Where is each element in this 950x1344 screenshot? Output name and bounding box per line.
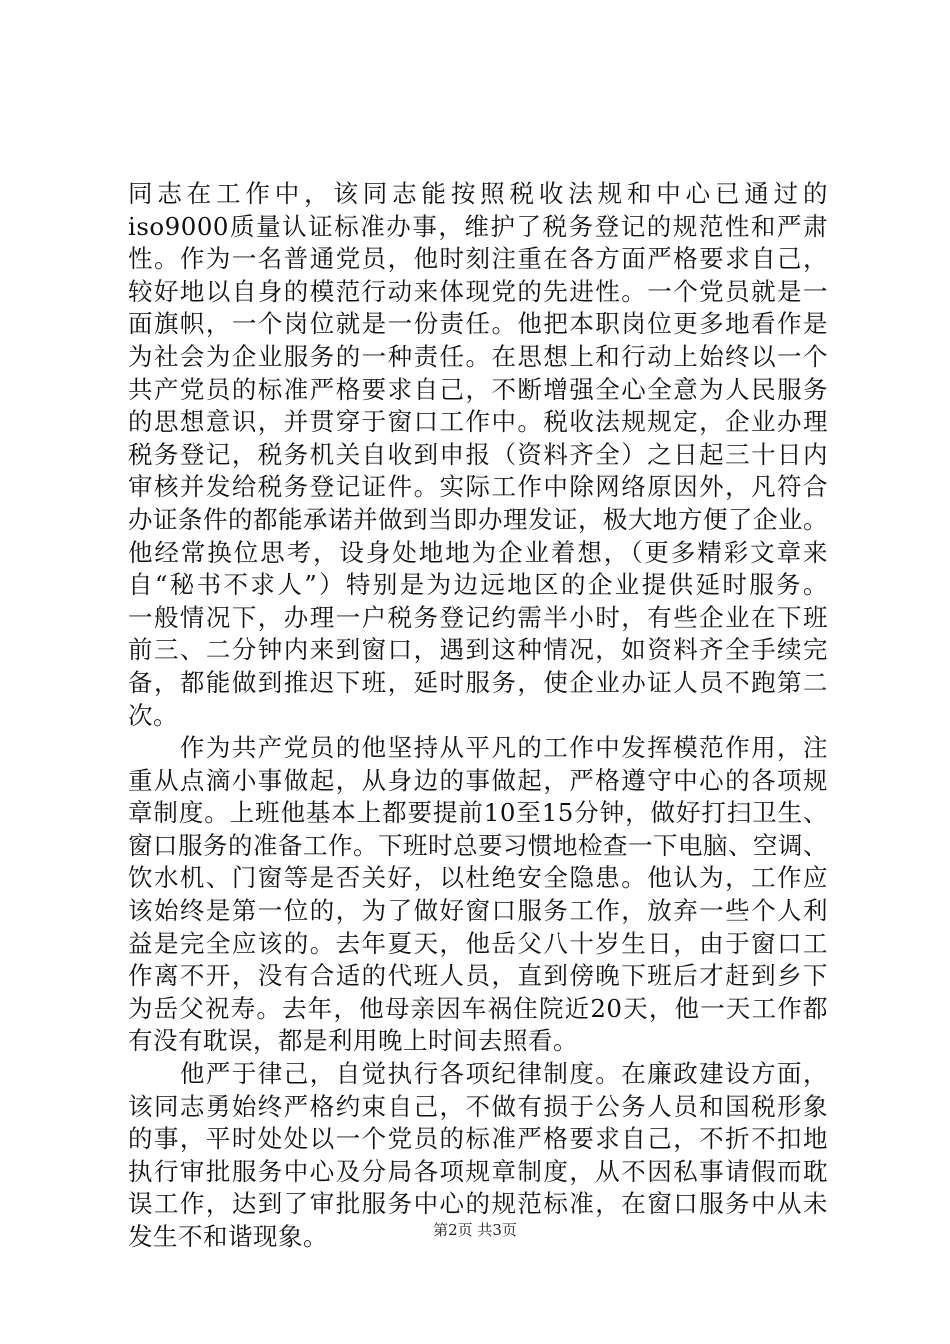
text-line: 该同志勇始终严格约束自己，不做有损于公务人员和国税形象 — [128, 1091, 828, 1121]
text-line: 他经常换位思考，设身处地地为企业着想，（更多精彩文章来 — [128, 537, 828, 567]
text-line: 较好地以自身的模范行动来体现党的先进性。一个党员就是一 — [128, 276, 828, 306]
text-line: 为岳父祝寿。去年，他母亲因车祸住院近20天，他一天工作都 — [128, 993, 828, 1023]
text-line: 一般情况下，办理一户税务登记约需半小时，有些企业在下班 — [128, 602, 828, 632]
text-line: 为社会为企业服务的一种责任。在思想上和行动上始终以一个 — [128, 341, 828, 371]
text-line: 执行审批服务中心及分局各项规章制度，从不因私事请假而耽 — [128, 1156, 828, 1186]
text-line: 办证条件的都能承诺并做到当即办理发证，极大地方便了企业。 — [128, 504, 828, 534]
body-text — [128, 178, 828, 1254]
text-line: 益是完全应该的。去年夏天，他岳父八十岁生日，由于窗口工 — [128, 928, 828, 958]
text-line: 共产党员的标准严格要求自己，不断增强全心全意为人民服务 — [128, 374, 828, 404]
text-line: 自“秘书不求人”）特别是为边远地区的企业提供延时服务。 — [128, 570, 828, 600]
text-line: 的事，平时处处以一个党员的标准严格要求自己，不折不扣地 — [128, 1124, 828, 1154]
text-line: 章制度。上班他基本上都要提前10至15分钟，做好打扫卫生、 — [128, 798, 828, 828]
text-line: 作离不开，没有合适的代班人员，直到傍晚下班后才赶到乡下 — [128, 961, 828, 991]
text-line: 该始终是第一位的，为了做好窗口服务工作，放弃一些个人利 — [128, 896, 828, 926]
text-line: 前三、二分钟内来到窗口，遇到这种情况，如资料齐全手续完 — [128, 635, 828, 665]
page-number-footer: 第2页 共3页 — [433, 1221, 517, 1239]
text-line: 饮水机、门窗等是否关好，以杜绝安全隐患。他认为，工作应 — [128, 863, 828, 893]
text-line: 次。 — [128, 700, 178, 730]
text-line: 性。作为一名普通党员，他时刻注重在各方面严格要求自己， — [128, 244, 828, 274]
text-line: 发生不和谐现象。 — [128, 1222, 328, 1251]
text-line: 窗口服务的准备工作。下班时总要习惯地检查一下电脑、空调、 — [128, 830, 828, 860]
text-line: 有没有耽误，都是利用晚上时间去照看。 — [128, 1026, 578, 1056]
text-line: 审核并发给税务登记证件。实际工作中除网络原因外，凡符合 — [128, 472, 828, 502]
text-line: 他严于律己，自觉执行各项纪律制度。在廉政建设方面， — [128, 1059, 828, 1089]
text-line: 重从点滴小事做起，从身边的事做起，严格遵守中心的各项规 — [128, 765, 828, 795]
text-line: 作为共产党员的他坚持从平凡的工作中发挥模范作用，注 — [128, 733, 828, 763]
text-line: 税务登记，税务机关自收到申报（资料齐全）之日起三十日内 — [128, 439, 828, 469]
text-line: 的思想意识，并贯穿于窗口工作中。税收法规规定，企业办理 — [128, 407, 828, 437]
text-line: 误工作，达到了审批服务中心的规范标准，在窗口服务中从未 — [128, 1189, 828, 1219]
text-line: iso9000质量认证标准办事，维护了税务登记的规范性和严肃 — [128, 211, 828, 241]
text-line: 同志在工作中，该同志能按照税收法规和中心已通过的 — [128, 179, 828, 208]
text-line: 备，都能做到推迟下班，延时服务，使企业办证人员不跑第二 — [128, 667, 828, 697]
text-line: 面旗帜，一个岗位就是一份责任。他把本职岗位更多地看作是 — [128, 309, 828, 339]
